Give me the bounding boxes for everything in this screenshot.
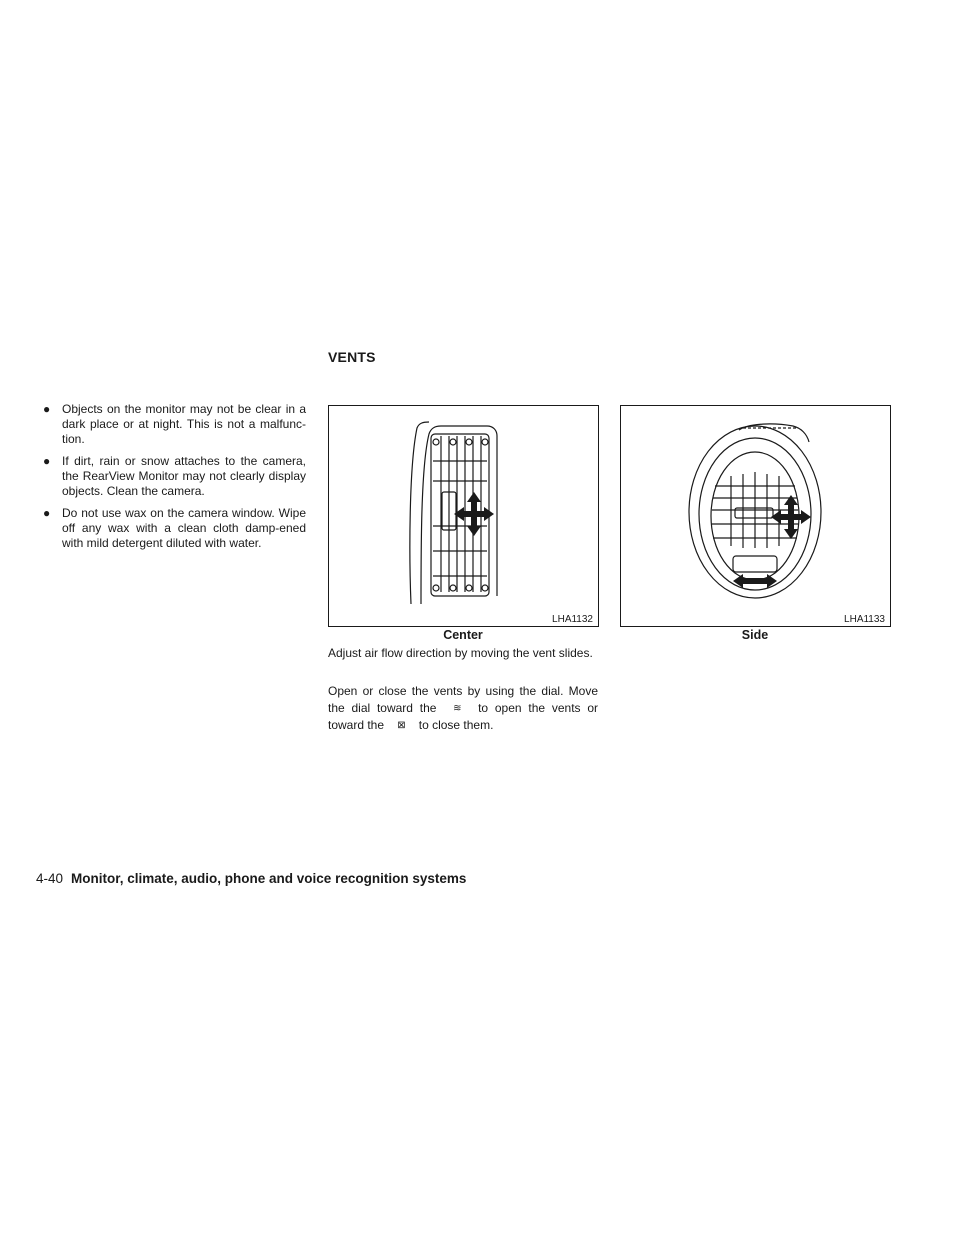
bullet-text: Do not use wax on the camera window. Wipe off any wax with a clean cloth damp-ened with mild detergent diluted with water. <box>62 506 306 550</box>
bullet-text: Objects on the monitor may not be clear in a dark place or at night. This is not a malfunc-tion. <box>62 402 306 446</box>
bullet-text: If dirt, rain or snow attaches to the camera, the RearView Monitor may not clearly display objects. Clean the camera. <box>62 454 306 498</box>
paragraph-text: to open the vents or toward the <box>328 701 599 732</box>
figure-code: LHA1132 <box>552 614 593 625</box>
bullet-icon: ● <box>43 506 51 520</box>
vent-open-icon: ≋ <box>453 703 462 714</box>
paragraph: Adjust air flow direction by moving the vent slides. <box>328 646 593 660</box>
paragraph-text: Open or close the vents by using the dial. Move the dial toward the <box>328 684 598 715</box>
four-way-arrow-icon <box>454 492 494 536</box>
list-item <box>43 454 306 499</box>
section-title: VENTS <box>328 349 376 365</box>
chapter-title: Monitor, climate, audio, phone and voice recognition systems <box>71 871 467 886</box>
list-item <box>43 506 306 551</box>
paragraph <box>328 683 598 734</box>
figure-code: LHA1133 <box>844 614 885 625</box>
vent-close-icon: ⊠ <box>397 720 406 731</box>
bullet-list <box>43 402 306 558</box>
list-item <box>43 402 306 447</box>
center-vent-figure <box>328 405 599 627</box>
side-vent-figure <box>620 405 891 627</box>
page-number: 4-40 <box>36 871 64 886</box>
figure-caption: Center <box>443 628 483 642</box>
four-way-arrow-icon <box>771 495 811 539</box>
page-footer <box>36 871 466 886</box>
bullet-icon: ● <box>43 454 51 468</box>
figure-caption: Side <box>741 628 769 642</box>
paragraph-text: to close them. <box>418 718 494 732</box>
center-vent-illustration <box>329 406 598 626</box>
bullet-icon: ● <box>43 402 51 416</box>
side-vent-illustration <box>621 406 890 626</box>
